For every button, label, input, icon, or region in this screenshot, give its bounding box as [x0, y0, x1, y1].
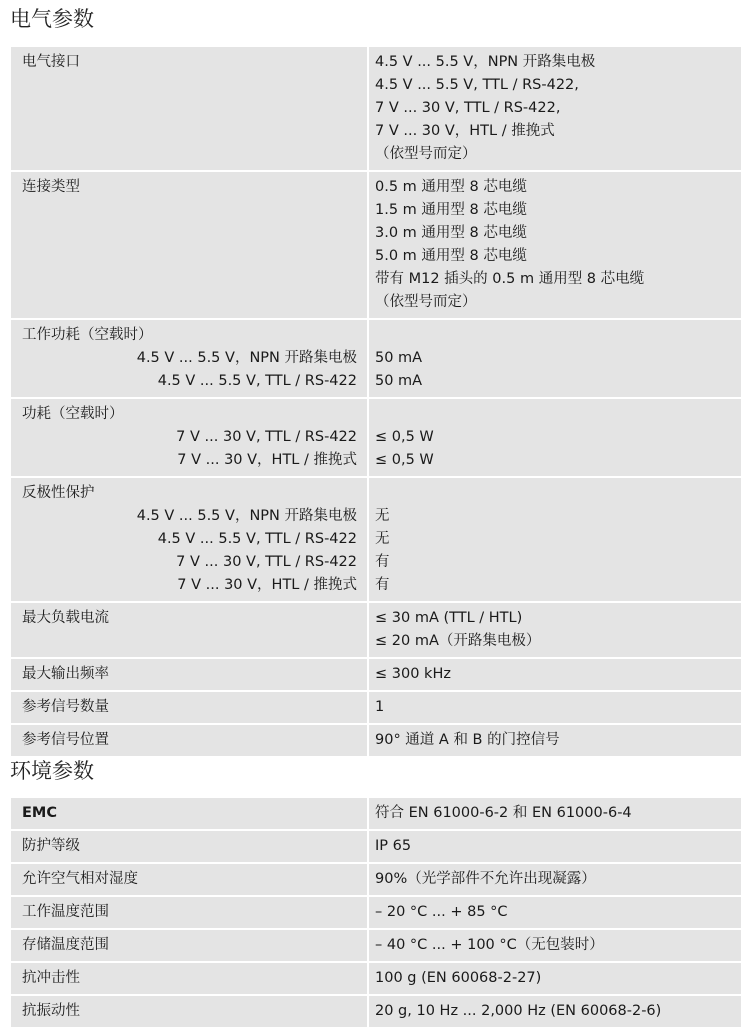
spec-value-line: ≤ 300 kHz	[375, 666, 451, 682]
spec-value-cell	[369, 897, 741, 928]
spec-sub-label: 4.5 V ... 5.5 V，NPN 开路集电极	[136, 508, 357, 524]
spec-label-cell	[11, 864, 367, 895]
spec-value-line: 0.5 m 通用型 8 芯电缆	[375, 179, 527, 195]
spec-row	[11, 476, 741, 601]
spec-value-line: 7 V ... 30 V, TTL / RS-422,	[375, 100, 561, 116]
spec-sub-label: 7 V ... 30 V, TTL / RS-422	[176, 429, 357, 445]
spec-row	[11, 657, 741, 690]
spec-value-line: ≤ 20 mA（开路集电极）	[375, 633, 541, 649]
spec-value-line: 100 g (EN 60068-2-27)	[375, 970, 542, 986]
spec-value-cell	[369, 478, 741, 601]
spec-row	[11, 45, 741, 170]
spec-row	[11, 895, 741, 928]
spec-label-cell	[11, 659, 367, 690]
spec-label-cell	[11, 692, 367, 723]
spec-value-line: 90° 通道 A 和 B 的门控信号	[375, 732, 560, 748]
spec-value-line: 有	[375, 577, 390, 593]
spec-value-cell	[369, 172, 741, 318]
spec-value-line: （依型号而定）	[375, 146, 477, 162]
spec-value-cell	[369, 831, 741, 862]
spec-label-cell	[11, 603, 367, 657]
spec-label: 防护等级	[22, 838, 80, 854]
spec-value-cell	[369, 47, 741, 170]
spec-value-line: – 20 °C ... + 85 °C	[375, 904, 508, 920]
spec-value-cell	[369, 399, 741, 476]
spec-label-cell	[11, 320, 367, 397]
spec-label-cell	[11, 996, 367, 1027]
spec-label: 反极性保护	[22, 485, 95, 501]
spec-value-cell	[369, 320, 741, 397]
spec-label-cell	[11, 897, 367, 928]
spec-value-line: 90%（光学部件不允许出现凝露）	[375, 871, 596, 887]
spec-value-line: ≤ 0,5 W	[375, 429, 434, 445]
spec-row	[11, 397, 741, 476]
spec-sub-label: 4.5 V ... 5.5 V, TTL / RS-422	[157, 373, 357, 389]
electrical-section-title: 电气参数	[10, 7, 94, 31]
value-spacer	[375, 482, 734, 505]
spec-value-line: 带有 M12 插头的 0.5 m 通用型 8 芯电缆	[375, 271, 645, 287]
spec-sub-label: 4.5 V ... 5.5 V, TTL / RS-422	[157, 531, 357, 547]
spec-label-cell	[11, 172, 367, 318]
spec-label-cell	[11, 930, 367, 961]
spec-row	[11, 723, 741, 756]
spec-value-cell	[369, 996, 741, 1027]
spec-label: 工作功耗（空载时）	[22, 327, 153, 343]
spec-value-line: 符合 EN 61000-6-2 和 EN 61000-6-4	[375, 805, 632, 821]
spec-label-cell	[11, 399, 367, 476]
spec-value-line: 1	[375, 699, 385, 715]
spec-value-line: 3.0 m 通用型 8 芯电缆	[375, 225, 527, 241]
spec-row	[11, 961, 741, 994]
spec-row	[11, 928, 741, 961]
spec-value-line: 4.5 V ... 5.5 V, TTL / RS-422,	[375, 77, 579, 93]
spec-value-cell	[369, 864, 741, 895]
spec-label-cell	[11, 47, 367, 170]
environment-section-title: 环境参数	[10, 759, 94, 783]
environment-spec-table	[11, 796, 741, 1027]
spec-value-cell	[369, 659, 741, 690]
spec-value-line: 有	[375, 554, 390, 570]
spec-row	[11, 862, 741, 895]
spec-sub-label: 7 V ... 30 V, TTL / RS-422	[176, 554, 357, 570]
spec-label: 允许空气相对湿度	[22, 871, 138, 887]
spec-value-line: 无	[375, 531, 390, 547]
spec-sub-label: 7 V ... 30 V，HTL / 推挽式	[177, 577, 357, 593]
spec-label: EMC	[22, 805, 57, 821]
spec-row	[11, 318, 741, 397]
spec-label: 存储温度范围	[22, 937, 109, 953]
spec-value-cell	[369, 725, 741, 756]
spec-value-cell	[369, 963, 741, 994]
spec-label-cell	[11, 831, 367, 862]
spec-label: 抗冲击性	[22, 970, 80, 986]
spec-value-line: 7 V ... 30 V，HTL / 推挽式	[375, 123, 555, 139]
spec-label: 连接类型	[22, 179, 80, 195]
spec-value-line: （依型号而定）	[375, 294, 477, 310]
spec-value-cell	[369, 798, 741, 829]
spec-row	[11, 601, 741, 657]
value-spacer	[375, 324, 734, 347]
spec-label: 功耗（空载时）	[22, 406, 124, 422]
spec-value-line: ≤ 0,5 W	[375, 452, 434, 468]
spec-value-line: 20 g, 10 Hz ... 2,000 Hz (EN 60068-2-6)	[375, 1003, 662, 1019]
spec-sub-label: 4.5 V ... 5.5 V，NPN 开路集电极	[136, 350, 357, 366]
spec-value-line: 50 mA	[375, 373, 423, 389]
spec-value-line: 1.5 m 通用型 8 芯电缆	[375, 202, 527, 218]
spec-value-cell	[369, 603, 741, 657]
spec-label: 工作温度范围	[22, 904, 109, 920]
spec-label-cell	[11, 725, 367, 756]
spec-row	[11, 690, 741, 723]
spec-label-cell	[11, 478, 367, 601]
spec-label: 最大负载电流	[22, 610, 109, 626]
spec-value-line: 50 mA	[375, 350, 423, 366]
spec-value-cell	[369, 930, 741, 961]
spec-row	[11, 796, 741, 829]
spec-value-line: IP 65	[375, 838, 412, 854]
spec-row	[11, 829, 741, 862]
spec-row	[11, 994, 741, 1027]
spec-label: 电气接口	[22, 54, 80, 70]
spec-row	[11, 170, 741, 318]
spec-value-line: ≤ 30 mA (TTL / HTL)	[375, 610, 523, 626]
spec-value-cell	[369, 692, 741, 723]
electrical-spec-table	[11, 45, 741, 756]
spec-label: 参考信号位置	[22, 732, 109, 748]
value-spacer	[375, 403, 734, 426]
spec-label-cell	[11, 798, 367, 829]
spec-sub-label: 7 V ... 30 V，HTL / 推挽式	[177, 452, 357, 468]
spec-value-line: 5.0 m 通用型 8 芯电缆	[375, 248, 527, 264]
spec-value-line: 4.5 V ... 5.5 V，NPN 开路集电极	[375, 54, 596, 70]
spec-label-cell	[11, 963, 367, 994]
spec-value-line: – 40 °C ... + 100 °C（无包装时）	[375, 937, 604, 953]
spec-label: 抗振动性	[22, 1003, 80, 1019]
spec-value-line: 无	[375, 508, 390, 524]
spec-label: 参考信号数量	[22, 699, 109, 715]
spec-label: 最大输出频率	[22, 666, 109, 682]
